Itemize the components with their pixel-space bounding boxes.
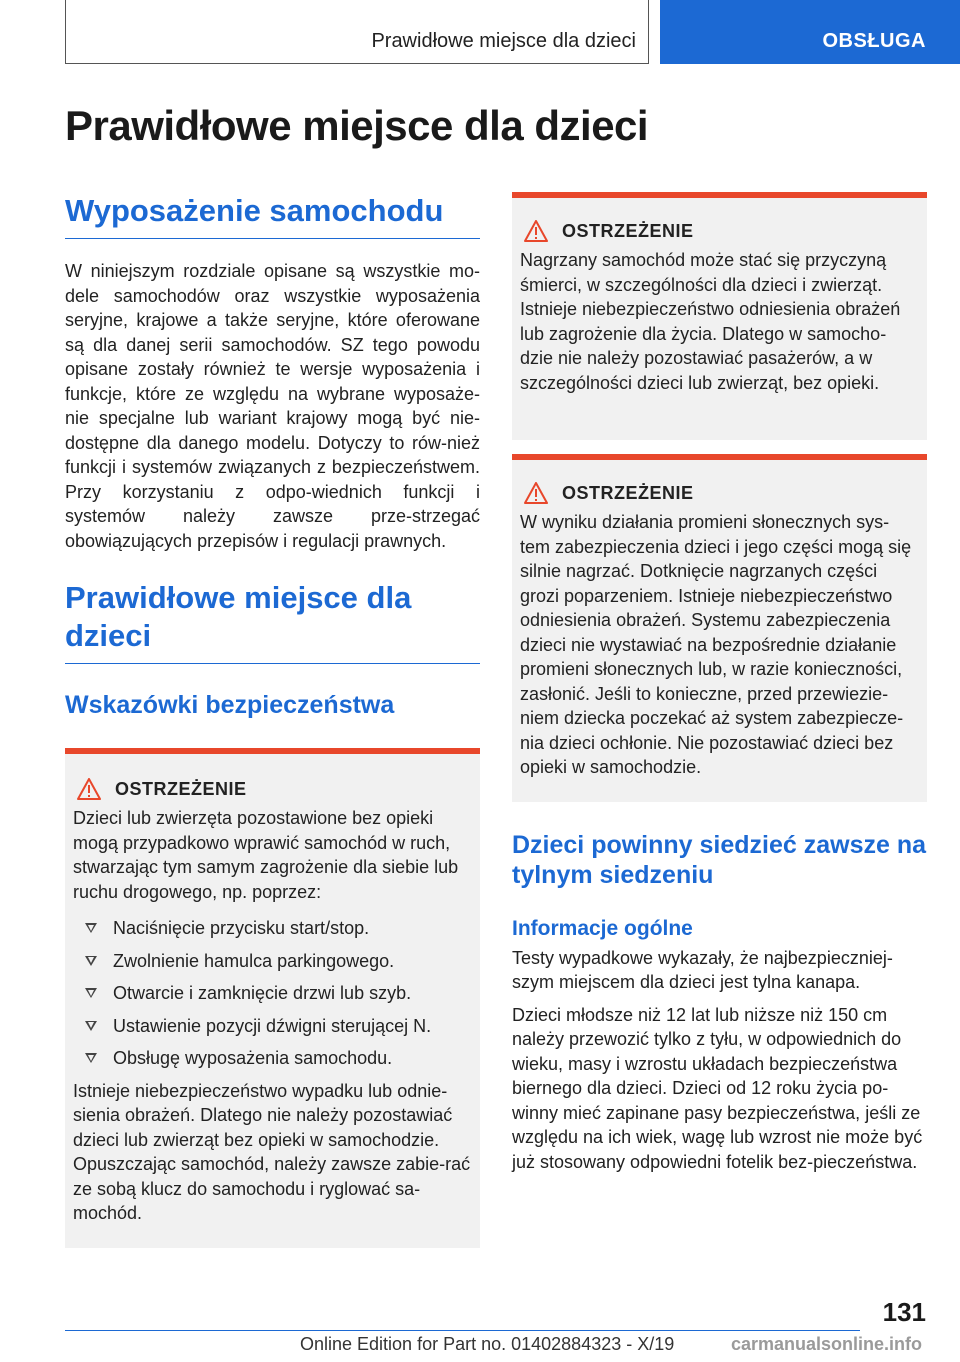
warning-triangle-icon	[524, 482, 548, 504]
heading-safety: Wskazówki bezpieczeństwa	[65, 691, 395, 719]
list-item: Ustawienie pozycji dźwigni sterującej N.	[73, 1014, 472, 1039]
warning-box-heat	[512, 192, 927, 440]
list-item: Naciśnięcie przycisku start/stop.	[73, 916, 472, 941]
warning-header	[73, 778, 472, 800]
triangle-bullet-icon	[85, 1021, 97, 1031]
warning-label: OSTRZEŻENIE	[115, 778, 247, 799]
triangle-bullet-icon	[85, 1053, 97, 1063]
heading-equipment: Wyposażenie samochodu	[65, 192, 480, 239]
warning-label: OSTRZEŻENIE	[562, 220, 694, 241]
warning-triangle-icon	[77, 778, 101, 800]
left-column	[65, 192, 480, 1248]
page-title: Prawidłowe miejsce dla dzieci	[65, 102, 649, 149]
paragraph-general-2: Dzieci młodsze niż 12 lat lub niższe niż 150 cm należy przewozić tylko z tyłu, w odpowiednich do wieku, masy i wzrostu układach bezpieczeństwa biernego dla dzieci. Dzieci od 12 roku życia po-winny mieć zapinane pasy bezpieczeństwa, jeśli ze względu na ich wiek, wagę lub wzrost nie może być już stosowany odpowiedni fotelik bez-pieczeństwa.	[512, 1004, 923, 1172]
list-item: Zwolnienie hamulca parkingowego.	[73, 949, 472, 974]
warning-list	[73, 916, 472, 1071]
warning-box-unattended	[65, 748, 480, 1248]
header-title: Prawidłowe miejsce dla dzieci	[371, 30, 636, 52]
warning-intro: Dzieci lub zwierzęta pozostawione bez opieki mogą przypadkowo wprawić samochód w ruch, stwarzając tym samym zagrożenie dla siebie lub ruchu drogowego, np. poprzez:	[73, 808, 459, 902]
footer-edition: Online Edition for Part no. 01402884323 - X/19	[300, 1334, 675, 1354]
warning-header	[520, 482, 919, 504]
paragraph-general-1: Testy wypadkowe wykazały, że najbezpieczniej-szym miejscem dla dzieci jest tylna kanapa.	[512, 947, 893, 992]
warning-outro: Istnieje niebezpieczeństwo wypadku lub odnie-sienia obrażeń. Dlatego nie należy pozostawiać dzieci lub zwierząt bez opieki w samochodzie. Opuszczając samochód, należy zawsze zabie-rać ze sobą klucz do samochodu i ryglować sa-mochód.	[73, 1080, 471, 1223]
page-header	[0, 0, 960, 66]
section-tab	[660, 0, 960, 64]
right-column	[512, 192, 927, 1174]
triangle-bullet-icon	[85, 923, 97, 933]
heading-rear-seat: Dzieci powinny siedzieć zawsze na tylnym siedzeniu	[512, 830, 927, 889]
warning-header	[520, 220, 919, 242]
heading-general: Informacje ogólne	[512, 916, 693, 940]
warning-text: W wyniku działania promieni słonecznych sys-tem zabezpieczenia dzieci i jego części mogą się silnie nagrzać. Dotknięcie nagrzanych części grozi poparzeniem. Istnieje niebezpieczeństwo odniesienia obrażeń. Systemu zabezpieczenia dzieci nie wystawiać na bezpośrednie działanie promieni słonecznych lub, w razie konieczności, zasłonić. Jeśli to konieczne, przed przewiezie-niem dziecka poczekać aż system zabezpiecze-nia dzieci ochłonie. Nie pozostawiać dzieci bez opieki w samochodzie.	[520, 512, 912, 777]
header-title-box	[65, 0, 649, 64]
warning-triangle-icon	[524, 220, 548, 242]
divider	[65, 663, 480, 664]
footer-watermark: carmanualsonline.info	[730, 1334, 922, 1354]
warning-box-sun	[512, 454, 927, 802]
heading-child-seat: Prawidłowe miejsce dla dzieci	[65, 580, 412, 653]
warning-label: OSTRZEŻENIE	[562, 482, 694, 503]
list-item: Obsługę wyposażenia samochodu.	[73, 1046, 472, 1071]
page-number: 131	[882, 1297, 926, 1327]
warning-text: Nagrzany samochód może stać się przyczyną śmierci, w szczególności dla dzieci i zwierząt. Istnieje niebezpieczeństwo odniesienia obrażeń lub zagrożenie dla życia. Dlatego w samocho-dzie nie należy pozostawiać pasażerów, a w szczególności dzieci lub zwierząt, bez opieki.	[520, 250, 901, 393]
triangle-bullet-icon	[85, 988, 97, 998]
list-item: Otwarcie i zamknięcie drzwi lub szyb.	[73, 981, 472, 1006]
section-tab-label: OBSŁUGA	[822, 30, 926, 52]
paragraph-equipment: W niniejszym rozdziale opisane są wszystkie mo-dele samochodów oraz wszystkie wyposażenia seryjne, krajowe a także seryjne, które oferowane są dla danej serii samochodów. SZ tego powodu opisane zostały również te wersje wyposażenia i funkcje, które ze względu na wybrane wyposaże-nie specjalne lub wariant krajowy mogą być nie-dostępne dla danego modelu. Dotyczy to rów-nież funkcji i systemów związanych z bezpieczeństwem. Przy korzystaniu z odpo-wiednich funkcji i systemów należy zawsze prze-strzegać obowiązujących przepisów i regulacji prawnych.	[65, 261, 480, 551]
footer-divider	[65, 1330, 860, 1331]
triangle-bullet-icon	[85, 956, 97, 966]
